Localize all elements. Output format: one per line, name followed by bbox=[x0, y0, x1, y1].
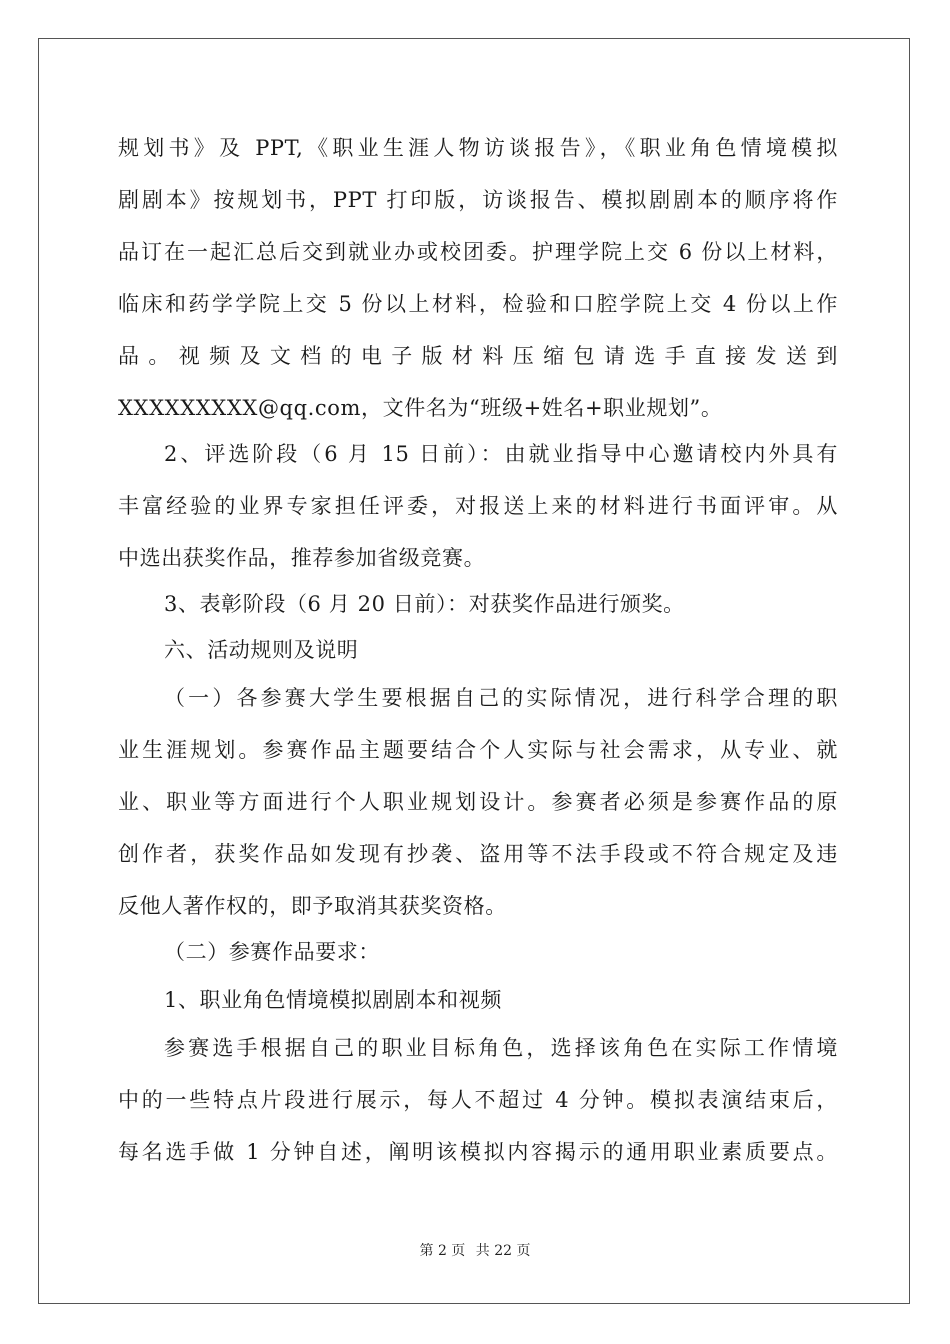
text-line: 业生涯规划。参赛作品主题要结合个人实际与社会需求，从专业、就 bbox=[118, 738, 838, 762]
page-footer bbox=[0, 1240, 950, 1260]
page-number: 第 2 页 bbox=[419, 1243, 466, 1259]
section-heading: 六、活动规则及说明 bbox=[164, 638, 359, 662]
text-line: 创作者，获奖作品如发现有抄袭、盗用等不法手段或不符合规定及违 bbox=[118, 842, 838, 866]
text-line: 中的一些特点片段进行展示，每人不超过 4 分钟。模拟表演结束后， bbox=[118, 1088, 838, 1112]
text-line: 3、表彰阶段（6 月 20 日前）：对获奖作品进行颁奖。 bbox=[164, 592, 685, 616]
text-line: XXXXXXXXX@qq.com，文件名为“班级+姓名+职业规划”。 bbox=[118, 396, 723, 420]
text-line: 品。视频及文档的电子版材料压缩包请选手直接发送到 bbox=[118, 344, 838, 368]
text-line: 临床和药学学院上交 5 份以上材料，检验和口腔学院上交 4 份以上作 bbox=[118, 292, 838, 316]
text-line: 规划书》及 PPT,《职业生涯人物访谈报告》，《职业角色情境模拟 bbox=[118, 136, 838, 160]
text-line: 2、评选阶段（6 月 15 日前）：由就业指导中心邀请校内外具有 bbox=[164, 442, 838, 466]
text-line: 剧剧本》按规划书，PPT 打印版，访谈报告、模拟剧剧本的顺序将作 bbox=[118, 188, 838, 212]
page-total: 共 22 页 bbox=[475, 1243, 531, 1259]
text-line: 中选出获奖作品，推荐参加省级竞赛。 bbox=[118, 546, 486, 570]
text-line: 丰富经验的业界专家担任评委，对报送上来的材料进行书面评审。从 bbox=[118, 494, 838, 518]
subsection-heading: （二）参赛作品要求： bbox=[164, 940, 380, 964]
text-line: 品订在一起汇总后交到就业办或校团委。护理学院上交 6 份以上材料， bbox=[118, 240, 838, 264]
text-line: （一）各参赛大学生要根据自己的实际情况，进行科学合理的职 bbox=[164, 686, 838, 710]
text-line: 业、职业等方面进行个人职业规划设计。参赛者必须是参赛作品的原 bbox=[118, 790, 838, 814]
subsection-heading: 1、职业角色情境模拟剧剧本和视频 bbox=[164, 988, 502, 1012]
text-line: 每名选手做 1 分钟自述，阐明该模拟内容揭示的通用职业素质要点。 bbox=[118, 1140, 838, 1164]
text-line: 反他人著作权的，即予取消其获奖资格。 bbox=[118, 894, 507, 918]
text-line: 参赛选手根据自己的职业目标角色，选择该角色在实际工作情境 bbox=[164, 1036, 838, 1060]
